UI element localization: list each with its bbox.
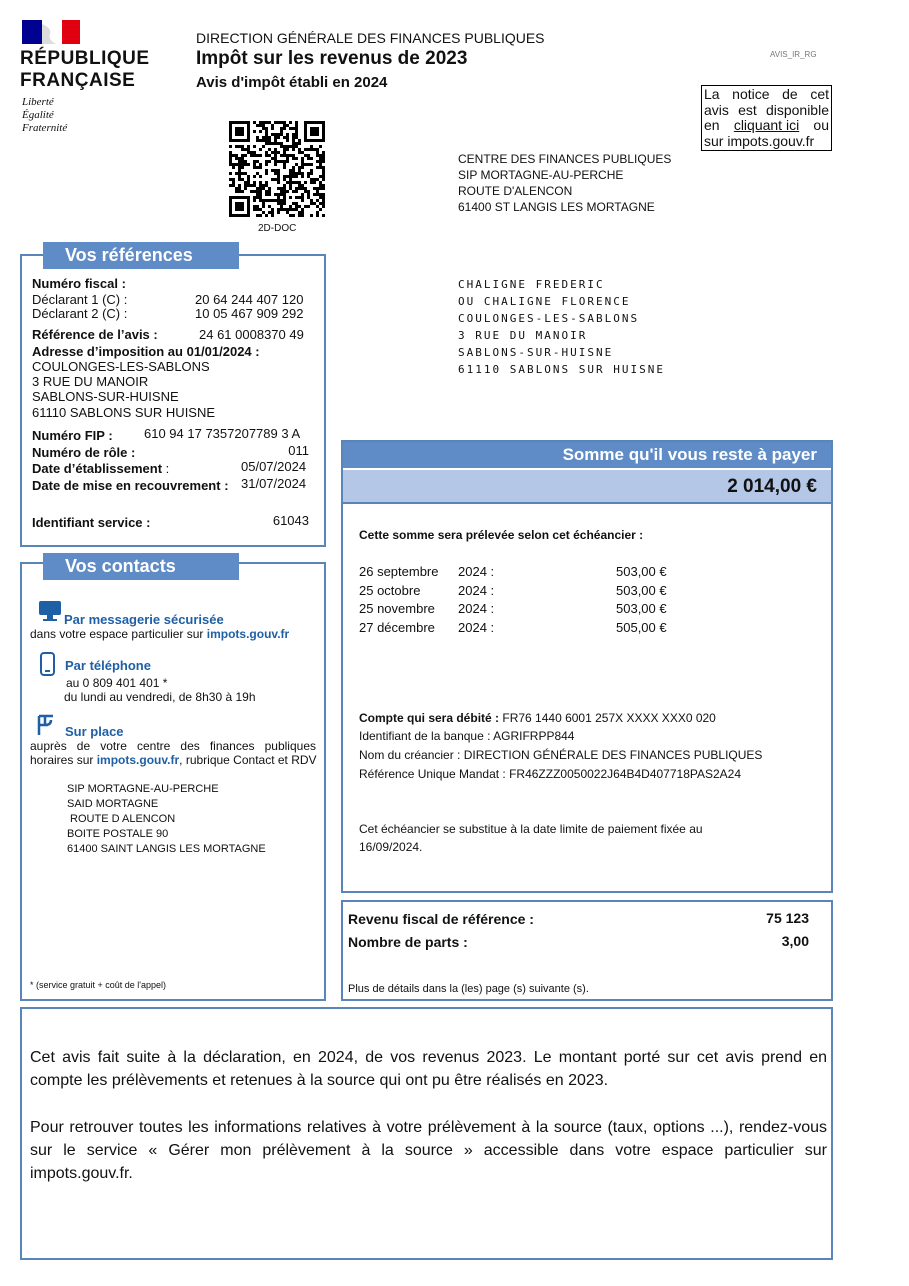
payment-header: Somme qu'il vous reste à payer — [343, 442, 831, 468]
computer-icon — [38, 600, 62, 622]
center-line3: ROUTE D'ALENCON — [458, 184, 573, 198]
fip-value: 610 94 17 7357207789 3 A — [144, 426, 301, 441]
schedule-year: 2024 : — [458, 583, 495, 598]
schedule-date: 27 décembre — [359, 620, 435, 635]
recipient-line4: 3 RUE DU MANOIR — [458, 329, 588, 342]
notice-box — [701, 85, 832, 151]
address-line2: 3 RUE DU MANOIR — [32, 374, 149, 389]
phone-number: au 0 809 401 401 * — [66, 676, 168, 690]
phone-title: Par téléphone — [65, 658, 151, 673]
notice-line3-post: ou — [813, 117, 829, 133]
header-org: DIRECTION GÉNÉRALE DES FINANCES PUBLIQUES — [196, 30, 545, 46]
center-line2: SIP MORTAGNE-AU-PERCHE — [458, 168, 624, 182]
schedule-amount: 503,00 € — [616, 564, 667, 579]
payment-amount: 2 014,00 € — [343, 470, 831, 502]
date-label-text: Date d’établissement — [32, 461, 163, 476]
role-value: 011 — [288, 443, 309, 458]
contacts-tab: Vos contacts — [43, 553, 239, 580]
logo-motto1: Liberté — [22, 96, 54, 108]
onsite-text2-post: , rubrique Contact et RDV — [179, 753, 317, 767]
office-address — [67, 782, 266, 857]
schedule-date: 25 octobre — [359, 583, 421, 598]
account-label: Compte qui sera débité : — [359, 711, 500, 725]
address-label: Adresse d’imposition au 01/01/2024 : — [32, 344, 260, 359]
form-code: AVIS_IR_RG — [770, 50, 817, 59]
reference-value: 24 61 0008370 49 — [199, 327, 304, 342]
recipient-line2: OU CHALIGNE FLORENCE — [458, 295, 631, 308]
rfr-value: 75 123 — [766, 910, 809, 926]
recipient-address — [458, 276, 665, 378]
recipient-line1: CHALIGNE FREDERIC — [458, 278, 605, 291]
mandate: Référence Unique Mandat : FR46ZZZ0050022J64B4D407718PAS2A24 — [359, 767, 742, 781]
bank-id: Identifiant de la banque : AGRIFRPP844 — [359, 729, 575, 743]
office-line2: SAID MORTAGNE — [67, 798, 159, 810]
notice-line2: avis est disponible — [704, 101, 829, 118]
schedule-date: 26 septembre — [359, 564, 439, 579]
schedule-note2: 16/09/2024. — [359, 840, 423, 854]
address-line3: SABLONS-SUR-HUISNE — [32, 389, 179, 404]
page-title: Impôt sur les revenus de 2023 — [196, 48, 468, 69]
onsite-text1: auprès de votre centre des finances publiques — [30, 739, 316, 753]
onsite-title: Sur place — [65, 724, 124, 739]
schedule-year: 2024 : — [458, 564, 495, 579]
address-line4: 61110 SABLONS SUR HUISNE — [32, 405, 216, 420]
office-line1: SIP MORTAGNE-AU-PERCHE — [67, 783, 219, 795]
service-value: 61043 — [272, 513, 309, 528]
date-label — [32, 461, 169, 476]
role-label: Numéro de rôle : — [32, 445, 136, 460]
messaging-title[interactable]: Par messagerie sécurisée — [64, 612, 224, 627]
notice-line3-pre: en — [704, 117, 720, 133]
date-label-colon: : — [165, 461, 170, 476]
onsite-text2-pre: horaires sur — [30, 753, 94, 767]
fip-label: Numéro FIP : — [32, 428, 113, 443]
address-line1: COULONGES-LES-SABLONS — [32, 359, 210, 374]
info-paragraph2: Pour retrouver toutes les informations relatives à votre prélèvement à la source (taux, options ...), rendez-vous sur le service « Gérer mon prélèvement à la source » accessible dans votre espace particulier sur impots.gouv.fr. — [30, 1119, 827, 1182]
schedule-amount: 503,00 € — [616, 583, 667, 598]
office-line5: 61400 SAINT LANGIS LES MORTAGNE — [67, 843, 266, 855]
page-subtitle: Avis d'impôt établi en 2024 — [196, 74, 388, 91]
onsite-text2 — [30, 753, 317, 767]
onsite-link[interactable]: impots.gouv.fr — [96, 753, 180, 767]
recouvrement-label: Date de mise en recouvrement : — [32, 478, 229, 493]
messaging-link[interactable]: impots.gouv.fr — [206, 627, 290, 641]
rfr-label: Revenu fiscal de référence : — [348, 911, 534, 927]
account-value: FR76 1440 6001 257X XXXX XXX0 020 — [499, 711, 716, 725]
info-paragraph1: Cet avis fait suite à la déclaration, en 2024, de vos revenus 2023. Le montant porté sur cet avis prend en compte les prélèvements et retenues à la source qui ont pu être réalisés en 2023. — [30, 1049, 827, 1089]
schedule-year: 2024 : — [458, 620, 495, 635]
parts-value: 3,00 — [781, 933, 809, 949]
messaging-text — [30, 627, 289, 641]
declarant2-label: Déclarant 2 (C) : — [32, 306, 128, 321]
declarant2-value: 10 05 467 909 292 — [195, 306, 304, 321]
schedule-amount: 505,00 € — [616, 620, 667, 635]
schedule-note1: Cet échéancier se substitue à la date limite de paiement fixée au — [359, 822, 703, 836]
office-line4: BOITE POSTALE 90 — [67, 828, 169, 840]
reference-label: Référence de l’avis : — [32, 327, 158, 342]
declarant1-value: 20 64 244 407 120 — [195, 292, 304, 307]
notice-line3 — [704, 118, 829, 134]
center-address — [458, 151, 671, 215]
messaging-text-pre: dans votre espace particulier sur — [30, 627, 204, 641]
republique-logo — [20, 18, 155, 138]
declarant1-label: Déclarant 1 (C) : — [32, 292, 128, 307]
date-value: 05/07/2024 — [241, 459, 307, 474]
creditor: Nom du créancier : DIRECTION GÉNÉRALE DES FINANCES PUBLIQUES — [359, 748, 763, 762]
schedule-title: Cette somme sera prélevée selon cet échéancier : — [359, 528, 644, 542]
references-tab: Vos références — [43, 242, 239, 269]
payment-amount-divider — [343, 502, 831, 504]
schedule-year: 2024 : — [458, 601, 495, 616]
recipient-line6: 61110 SABLONS SUR HUISNE — [458, 363, 665, 376]
building-icon — [36, 713, 56, 737]
service-label: Identifiant service : — [32, 515, 151, 530]
notice-line1: La notice de cet — [704, 86, 829, 102]
schedule-date: 25 novembre — [359, 601, 435, 616]
logo-line2: FRANÇAISE — [20, 70, 136, 91]
fiscal-number-label: Numéro fiscal : — [32, 276, 126, 291]
qr-label: 2D-DOC — [258, 223, 297, 234]
phone-icon — [40, 652, 56, 676]
account-line — [359, 711, 716, 725]
center-line4: 61400 ST LANGIS LES MORTAGNE — [458, 200, 655, 214]
parts-label: Nombre de parts : — [348, 934, 468, 950]
qr-code-icon — [229, 121, 325, 217]
more-details: Plus de détails dans la (les) page (s) suivante (s). — [348, 983, 589, 995]
schedule-amount: 503,00 € — [616, 601, 667, 616]
recipient-line5: SABLONS-SUR-HUISNE — [458, 346, 614, 359]
logo-motto2: Égalité — [22, 109, 54, 121]
notice-line4: sur impots.gouv.fr — [704, 132, 815, 149]
recouvrement-value: 31/07/2024 — [241, 476, 307, 491]
office-line3: ROUTE D ALENCON — [67, 813, 176, 825]
marianne-flag-icon — [22, 20, 82, 50]
phone-hours: du lundi au vendredi, de 8h30 à 19h — [64, 690, 256, 704]
notice-link[interactable]: cliquant ici — [733, 117, 800, 133]
contacts-footnote: * (service gratuit + coût de l'appel) — [30, 980, 167, 990]
recipient-line3: COULONGES-LES-SABLONS — [458, 312, 640, 325]
logo-motto3: Fraternité — [22, 122, 68, 134]
logo-line1: RÉPUBLIQUE — [20, 48, 150, 69]
center-line1: CENTRE DES FINANCES PUBLIQUES — [458, 152, 672, 166]
